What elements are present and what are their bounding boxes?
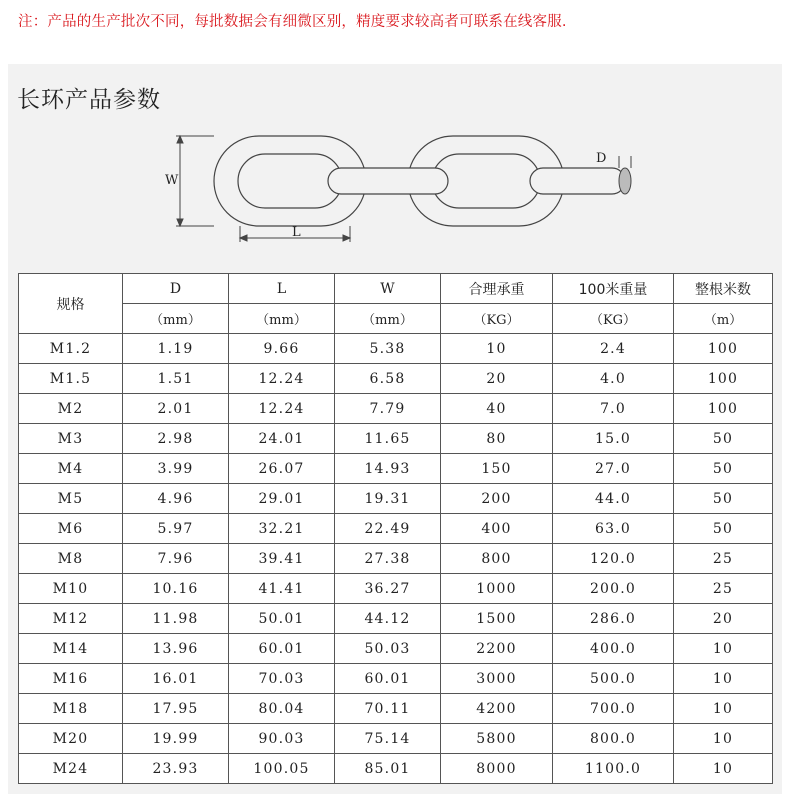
header-col-l: L — [229, 274, 335, 304]
unit-col-length: （m） — [674, 304, 773, 334]
cell-weight: 4.0 — [553, 364, 674, 394]
cell-load: 150 — [441, 454, 553, 484]
cell-w: 44.12 — [335, 604, 441, 634]
unit-col-d: （mm） — [123, 304, 229, 334]
cell-spec: M2 — [19, 394, 123, 424]
cell-l: 12.24 — [229, 394, 335, 424]
unit-col-w: （mm） — [335, 304, 441, 334]
cell-l: 80.04 — [229, 694, 335, 724]
cell-length: 10 — [674, 754, 773, 784]
cell-spec: M1.5 — [19, 364, 123, 394]
cell-weight: 27.0 — [553, 454, 674, 484]
cell-l: 32.21 — [229, 514, 335, 544]
cell-weight: 200.0 — [553, 574, 674, 604]
section-title: 长环产品参数 — [17, 87, 161, 113]
spec-table — [18, 273, 773, 784]
cell-weight: 500.0 — [553, 664, 674, 694]
cell-load: 3000 — [441, 664, 553, 694]
cell-load: 80 — [441, 424, 553, 454]
table-row — [19, 514, 773, 544]
cell-l: 39.41 — [229, 544, 335, 574]
cell-length: 20 — [674, 604, 773, 634]
table-row — [19, 634, 773, 664]
cell-load: 2200 — [441, 634, 553, 664]
cell-spec: M10 — [19, 574, 123, 604]
cell-load: 8000 — [441, 754, 553, 784]
cell-weight: 44.0 — [553, 484, 674, 514]
wire-cross-section — [619, 156, 631, 194]
table-row — [19, 724, 773, 754]
cell-spec: M6 — [19, 514, 123, 544]
cell-l: 24.01 — [229, 424, 335, 454]
cell-load: 1500 — [441, 604, 553, 634]
cell-weight: 400.0 — [553, 634, 674, 664]
cell-length: 25 — [674, 544, 773, 574]
cell-weight: 2.4 — [553, 334, 674, 364]
cell-length: 100 — [674, 394, 773, 424]
cell-length: 25 — [674, 574, 773, 604]
cell-load: 4200 — [441, 694, 553, 724]
table-row — [19, 364, 773, 394]
table-row — [19, 664, 773, 694]
dimension-w — [176, 136, 214, 226]
unit-col-weight: （KG） — [553, 304, 674, 334]
cell-w: 27.38 — [335, 544, 441, 574]
cell-spec: M1.2 — [19, 334, 123, 364]
cell-weight: 15.0 — [553, 424, 674, 454]
cell-spec: M14 — [19, 634, 123, 664]
cell-w: 60.01 — [335, 664, 441, 694]
table-row — [19, 334, 773, 364]
cell-w: 50.03 — [335, 634, 441, 664]
table-row — [19, 424, 773, 454]
header-col-load: 合理承重 — [441, 274, 553, 304]
cell-d: 13.96 — [123, 634, 229, 664]
cell-load: 40 — [441, 394, 553, 424]
cell-load: 5800 — [441, 724, 553, 754]
cell-length: 100 — [674, 364, 773, 394]
cell-weight: 700.0 — [553, 694, 674, 724]
cell-weight: 120.0 — [553, 544, 674, 574]
cell-l: 29.01 — [229, 484, 335, 514]
header-col-weight: 100米重量 — [553, 274, 674, 304]
cell-spec: M24 — [19, 754, 123, 784]
cell-d: 10.16 — [123, 574, 229, 604]
cell-load: 20 — [441, 364, 553, 394]
cell-load: 1000 — [441, 574, 553, 604]
cell-load: 200 — [441, 484, 553, 514]
cell-length: 50 — [674, 514, 773, 544]
cell-weight: 7.0 — [553, 394, 674, 424]
cell-d: 3.99 — [123, 454, 229, 484]
table-row — [19, 574, 773, 604]
table-row — [19, 484, 773, 514]
cell-spec: M3 — [19, 424, 123, 454]
cell-w: 6.58 — [335, 364, 441, 394]
cell-d: 2.01 — [123, 394, 229, 424]
cell-weight: 1100.0 — [553, 754, 674, 784]
cell-w: 70.11 — [335, 694, 441, 724]
header-col-w: W — [335, 274, 441, 304]
cell-spec: M20 — [19, 724, 123, 754]
header-col-length: 整根米数 — [674, 274, 773, 304]
cell-load: 10 — [441, 334, 553, 364]
cell-l: 100.05 — [229, 754, 335, 784]
dimension-w-label: W — [165, 173, 179, 188]
cell-w: 7.79 — [335, 394, 441, 424]
notice-text: 注：产品的生产批次不同，每批数据会有细微区别，精度要求较高者可联系在线客服. — [18, 14, 567, 30]
header-col-d: D — [123, 274, 229, 304]
cell-d: 4.96 — [123, 484, 229, 514]
cell-l: 9.66 — [229, 334, 335, 364]
cell-d: 23.93 — [123, 754, 229, 784]
cell-w: 22.49 — [335, 514, 441, 544]
cell-w: 5.38 — [335, 334, 441, 364]
cell-load: 800 — [441, 544, 553, 574]
cell-length: 50 — [674, 484, 773, 514]
cell-d: 19.99 — [123, 724, 229, 754]
cell-w: 75.14 — [335, 724, 441, 754]
cell-length: 50 — [674, 424, 773, 454]
cell-weight: 800.0 — [553, 724, 674, 754]
table-row — [19, 544, 773, 574]
cell-l: 12.24 — [229, 364, 335, 394]
cell-length: 10 — [674, 724, 773, 754]
chain-diagram — [160, 128, 650, 252]
cell-length: 10 — [674, 634, 773, 664]
cell-spec: M16 — [19, 664, 123, 694]
cell-d: 5.97 — [123, 514, 229, 544]
cell-weight: 286.0 — [553, 604, 674, 634]
spec-table-header — [19, 274, 773, 334]
dimension-l-label: L — [292, 225, 301, 240]
cell-l: 50.01 — [229, 604, 335, 634]
cell-length: 50 — [674, 454, 773, 484]
unit-col-load: （KG） — [441, 304, 553, 334]
cell-w: 19.31 — [335, 484, 441, 514]
table-row — [19, 454, 773, 484]
cell-l: 90.03 — [229, 724, 335, 754]
cell-d: 11.98 — [123, 604, 229, 634]
dimension-d-label: D — [596, 151, 607, 166]
cell-w: 14.93 — [335, 454, 441, 484]
cell-length: 10 — [674, 694, 773, 724]
header-spec: 规格 — [19, 274, 123, 334]
cell-w: 85.01 — [335, 754, 441, 784]
cell-d: 1.19 — [123, 334, 229, 364]
cell-d: 1.51 — [123, 364, 229, 394]
cell-w: 11.65 — [335, 424, 441, 454]
cell-d: 2.98 — [123, 424, 229, 454]
cell-d: 16.01 — [123, 664, 229, 694]
cell-weight: 63.0 — [553, 514, 674, 544]
table-row — [19, 604, 773, 634]
cell-spec: M4 — [19, 454, 123, 484]
cell-l: 41.41 — [229, 574, 335, 604]
cell-load: 400 — [441, 514, 553, 544]
cell-w: 36.27 — [335, 574, 441, 604]
chain-link-connector — [328, 168, 625, 194]
cell-length: 100 — [674, 334, 773, 364]
cell-l: 60.01 — [229, 634, 335, 664]
cell-l: 70.03 — [229, 664, 335, 694]
cell-length: 10 — [674, 664, 773, 694]
table-row — [19, 754, 773, 784]
table-row — [19, 694, 773, 724]
cell-spec: M12 — [19, 604, 123, 634]
table-row — [19, 394, 773, 424]
cell-spec: M8 — [19, 544, 123, 574]
cell-spec: M5 — [19, 484, 123, 514]
cell-d: 17.95 — [123, 694, 229, 724]
cell-l: 26.07 — [229, 454, 335, 484]
spec-table-body — [19, 334, 773, 784]
unit-col-l: （mm） — [229, 304, 335, 334]
cell-spec: M18 — [19, 694, 123, 724]
cell-d: 7.96 — [123, 544, 229, 574]
